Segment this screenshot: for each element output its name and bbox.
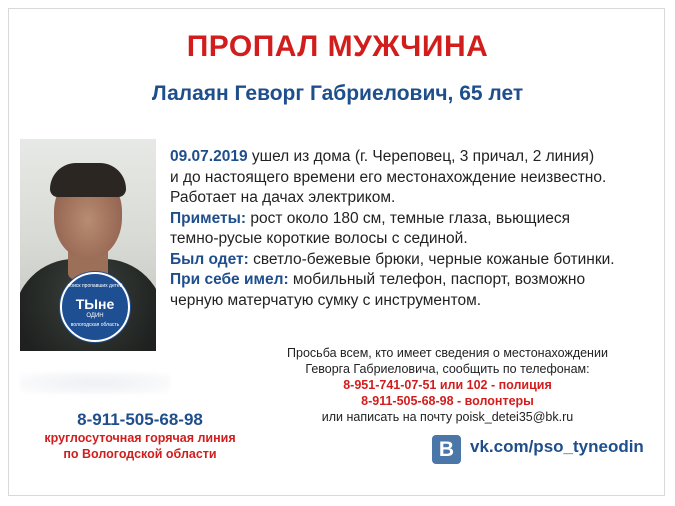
- missing-person-name: Лалаян Геворг Габриелович, 65 лет: [151, 82, 524, 105]
- items-label: При себе имел:: [170, 271, 289, 288]
- signs-text: рост около 180 см, темные глаза, вьющиеся: [246, 209, 570, 227]
- signs-label: Приметы:: [170, 209, 247, 227]
- desc-line-signs: [170, 209, 660, 230]
- disappearance-date: 09.07.2019: [170, 148, 248, 165]
- request-line-1: Просьба всем, кто имеет сведения о местонахождении: [287, 346, 608, 360]
- photo-hair: [50, 163, 126, 197]
- desc-line-2: и до настоящего времени его местонахождение неизвестно.: [170, 168, 607, 186]
- police-phone: 8-951-741-07-51 или 102 - полиция: [343, 378, 552, 392]
- poster-title: ПРОПАЛ МУЖЧИНА: [186, 30, 489, 63]
- request-line-2: Геворга Габриеловича, сообщить по телефонам:: [305, 362, 590, 376]
- logo-ring-text: поиск пропавших детей: [67, 283, 123, 289]
- hotline-line-1: круглосуточная горячая линия: [44, 431, 236, 445]
- vk-link[interactable]: vk.com/pso_tyneodin: [470, 437, 644, 456]
- desc-line-3: Работает на дачах электриком.: [170, 189, 396, 206]
- contact-request: [250, 345, 645, 425]
- desc-line-clothes: [170, 250, 660, 271]
- items-text: мобильный телефон, паспорт, возможно: [288, 271, 586, 288]
- ty-ne-odin-logo: [60, 272, 130, 342]
- hotline-phone: 8-911-505-68-98: [77, 410, 203, 429]
- clothes-label: Был одет:: [170, 250, 249, 268]
- logo-sub-text: ОДИН: [86, 313, 104, 319]
- volunteer-phone: 8-911-505-68-98 - волонтеры: [361, 394, 534, 408]
- desc-line-date: [170, 147, 660, 168]
- logo-main-text: ТЫне: [75, 296, 115, 312]
- desc-line-items: [170, 270, 660, 291]
- logo-region-text: вологодская область: [70, 322, 120, 328]
- blurred-area: [20, 372, 170, 394]
- desc-line-signs-2: темно-русые короткие волосы с сединой.: [170, 230, 468, 247]
- desc-date-rest: ушел из дома (г. Череповец, 3 причал, 2 линия): [247, 148, 595, 165]
- vk-icon: B: [432, 435, 461, 464]
- hotline-line-2: по Вологодской области: [63, 447, 217, 461]
- hotline-caption: [30, 430, 250, 462]
- desc-line-items-2: черную матерчатую сумку с инструментом.: [170, 291, 482, 309]
- description-block: [170, 147, 660, 311]
- email-line: или написать на почту poisk_detei35@bk.ru: [321, 410, 574, 424]
- clothes-text: светло-бежевые брюки, черные кожаные ботинки.: [248, 250, 615, 268]
